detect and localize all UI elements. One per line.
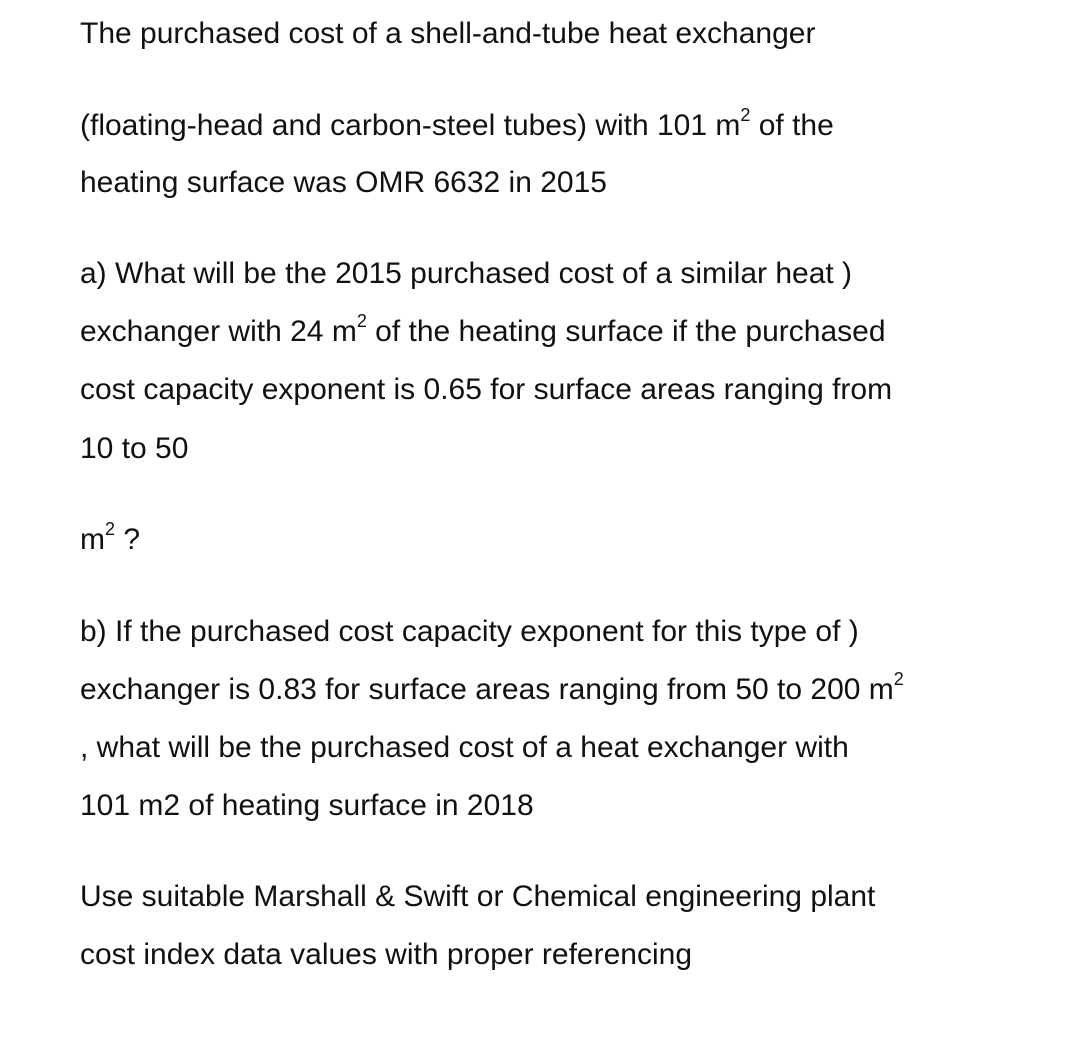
part-a-text-3: cost capacity exponent is 0.65 for surface areas ranging from	[80, 373, 893, 406]
part-b-text-3: , what will be the purchased cost of a heat exchanger with	[80, 731, 849, 764]
intro-text-2a: (floating-head and carbon-steel tubes) with 101 m	[80, 109, 741, 142]
part-a-line-2	[80, 312, 886, 352]
intro-text-2b: of the	[750, 109, 834, 142]
part-a-line-3	[80, 370, 892, 410]
part-a-line-4	[80, 429, 188, 469]
instruction-text-1: Use suitable Marshall & Swift or Chemical engineering plant	[80, 880, 876, 913]
intro-text-3: heating surface was OMR 6632 in 2015	[80, 166, 607, 199]
instruction-line-1	[80, 877, 875, 917]
superscript-2: 2	[105, 519, 116, 539]
part-a-text-4: 10 to 50	[80, 432, 189, 465]
instruction-text-2: cost index data values with proper referencing	[80, 938, 693, 971]
part-a-text-1: a) What will be the 2015 purchased cost of a similar heat )	[80, 257, 853, 290]
part-a-text-2b: of the heating surface if the purchased	[366, 315, 886, 348]
intro-text-1: The purchased cost of a shell-and-tube heat exchanger	[80, 17, 816, 50]
part-a-text-2a: exchanger with 24 m	[80, 315, 357, 348]
part-b-text-1: b) If the purchased cost capacity exponent for this type of )	[80, 615, 859, 648]
part-b-line-3	[80, 728, 849, 768]
part-a-text-5b: ?	[115, 523, 141, 556]
superscript-2: 2	[740, 105, 751, 125]
part-b-line-4	[80, 786, 534, 826]
part-a-line-1	[80, 254, 852, 294]
intro-line-3	[80, 163, 607, 203]
intro-line-2	[80, 106, 834, 146]
part-a-line-5	[80, 520, 140, 560]
superscript-2: 2	[356, 311, 367, 331]
intro-line-1	[80, 14, 815, 54]
part-b-line-1	[80, 612, 859, 652]
part-b-line-2	[80, 670, 904, 710]
part-b-text-4: 101 m2 of heating surface in 2018	[80, 789, 534, 822]
part-b-text-2a: exchanger is 0.83 for surface areas ranging from 50 to 200 m	[80, 673, 894, 706]
instruction-line-2	[80, 935, 692, 975]
part-a-text-5a: m	[80, 523, 105, 556]
superscript-2: 2	[893, 669, 904, 689]
